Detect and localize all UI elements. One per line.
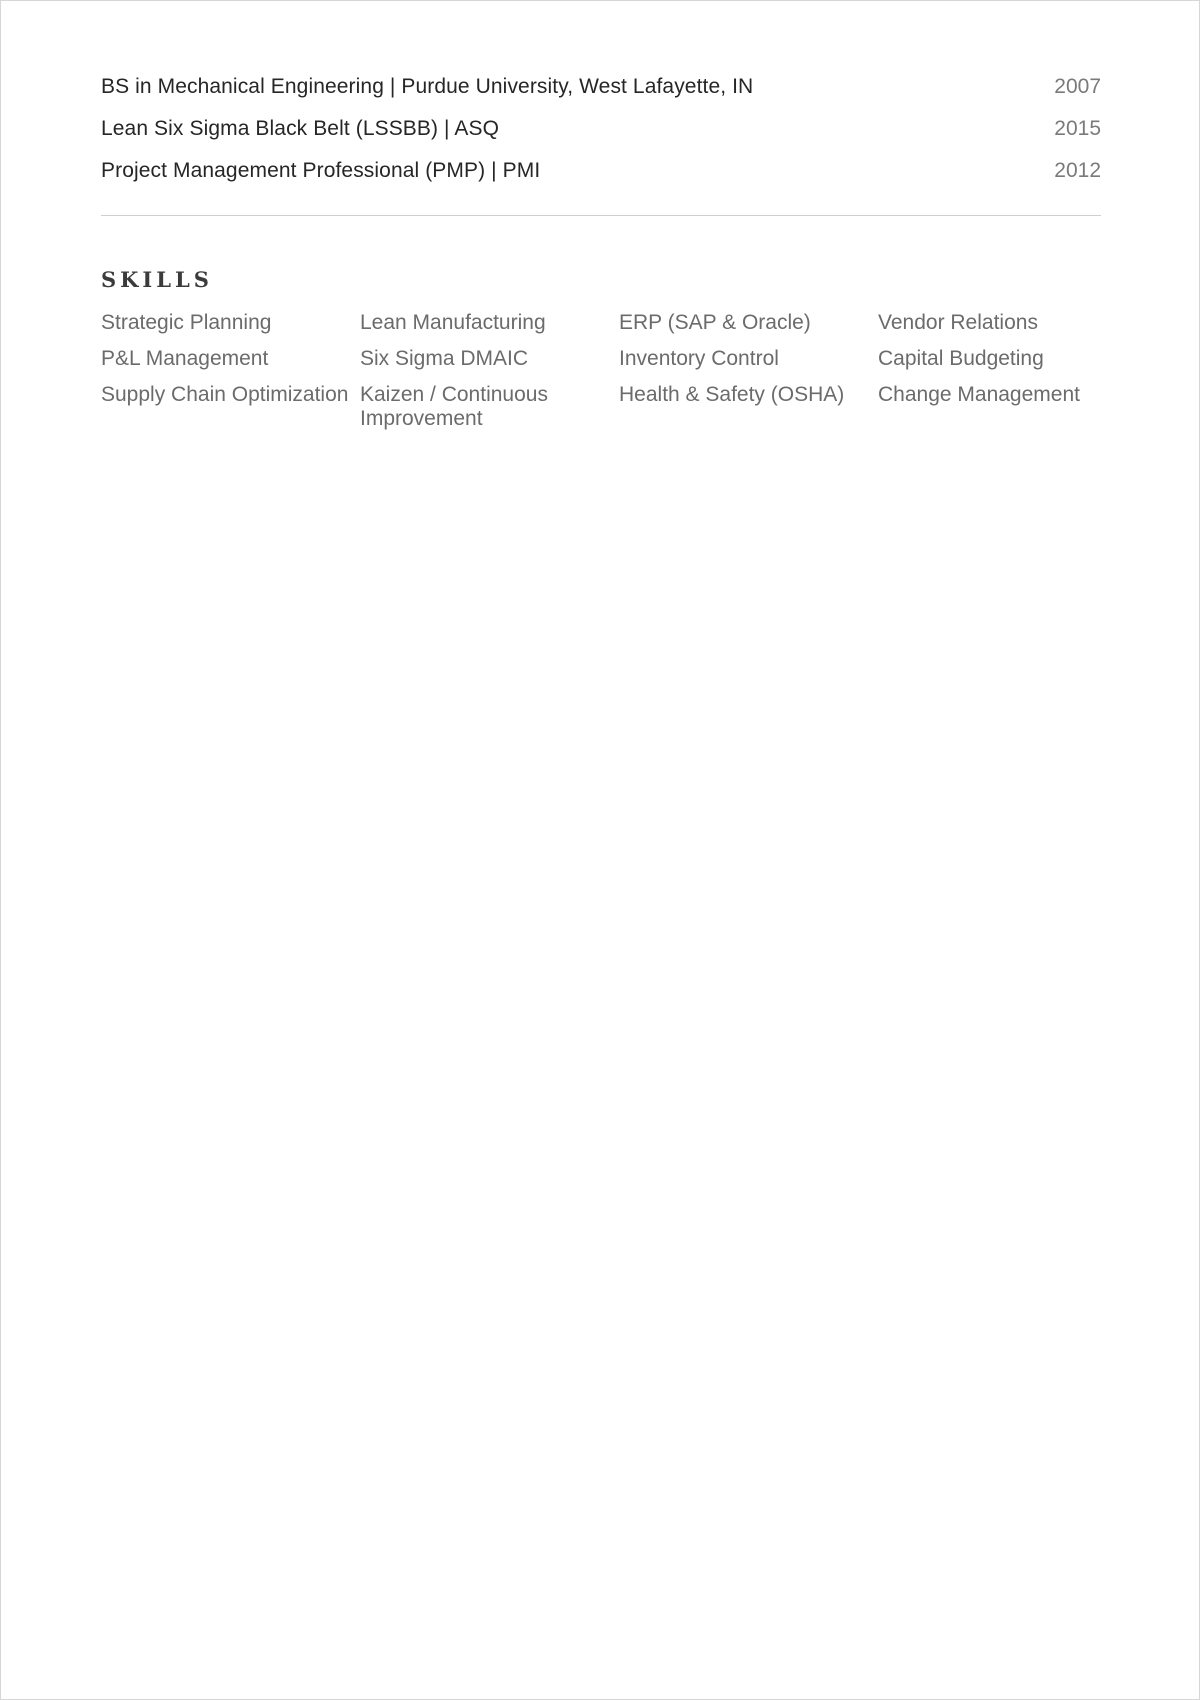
skill-item: Capital Budgeting [878, 347, 1044, 370]
skill-item: ERP (SAP & Oracle) [619, 311, 811, 334]
skill-item: P&L Management [101, 347, 269, 370]
education-year: 2007 [1054, 75, 1101, 98]
section-divider [101, 215, 1101, 216]
education-row [101, 117, 1101, 159]
education-title: Lean Six Sigma Black Belt (LSSBB) | ASQ [101, 117, 500, 140]
skill-item: Kaizen / Continuous Improvement [360, 383, 548, 430]
education-row [101, 75, 1101, 117]
skill-item: Vendor Relations [878, 311, 1038, 334]
skill-item: Supply Chain Optimization [101, 383, 349, 406]
resume-content [101, 75, 1101, 431]
skill-item: Inventory Control [619, 347, 779, 370]
skill-item: Health & Safety (OSHA) [619, 383, 845, 406]
education-title: Project Management Professional (PMP) | PMI [101, 159, 541, 182]
skill-item: Lean Manufacturing [360, 311, 546, 334]
skill-item: Six Sigma DMAIC [360, 347, 529, 370]
education-year: 2015 [1054, 117, 1101, 140]
education-row [101, 159, 1101, 201]
education-year: 2012 [1054, 159, 1101, 182]
skill-item: Change Management [878, 383, 1080, 406]
education-title: BS in Mechanical Engineering | Purdue University, West Lafayette, IN [101, 75, 754, 98]
skills-grid [101, 311, 1101, 431]
skills-heading: SKILLS [101, 267, 213, 292]
skill-item: Strategic Planning [101, 311, 272, 334]
